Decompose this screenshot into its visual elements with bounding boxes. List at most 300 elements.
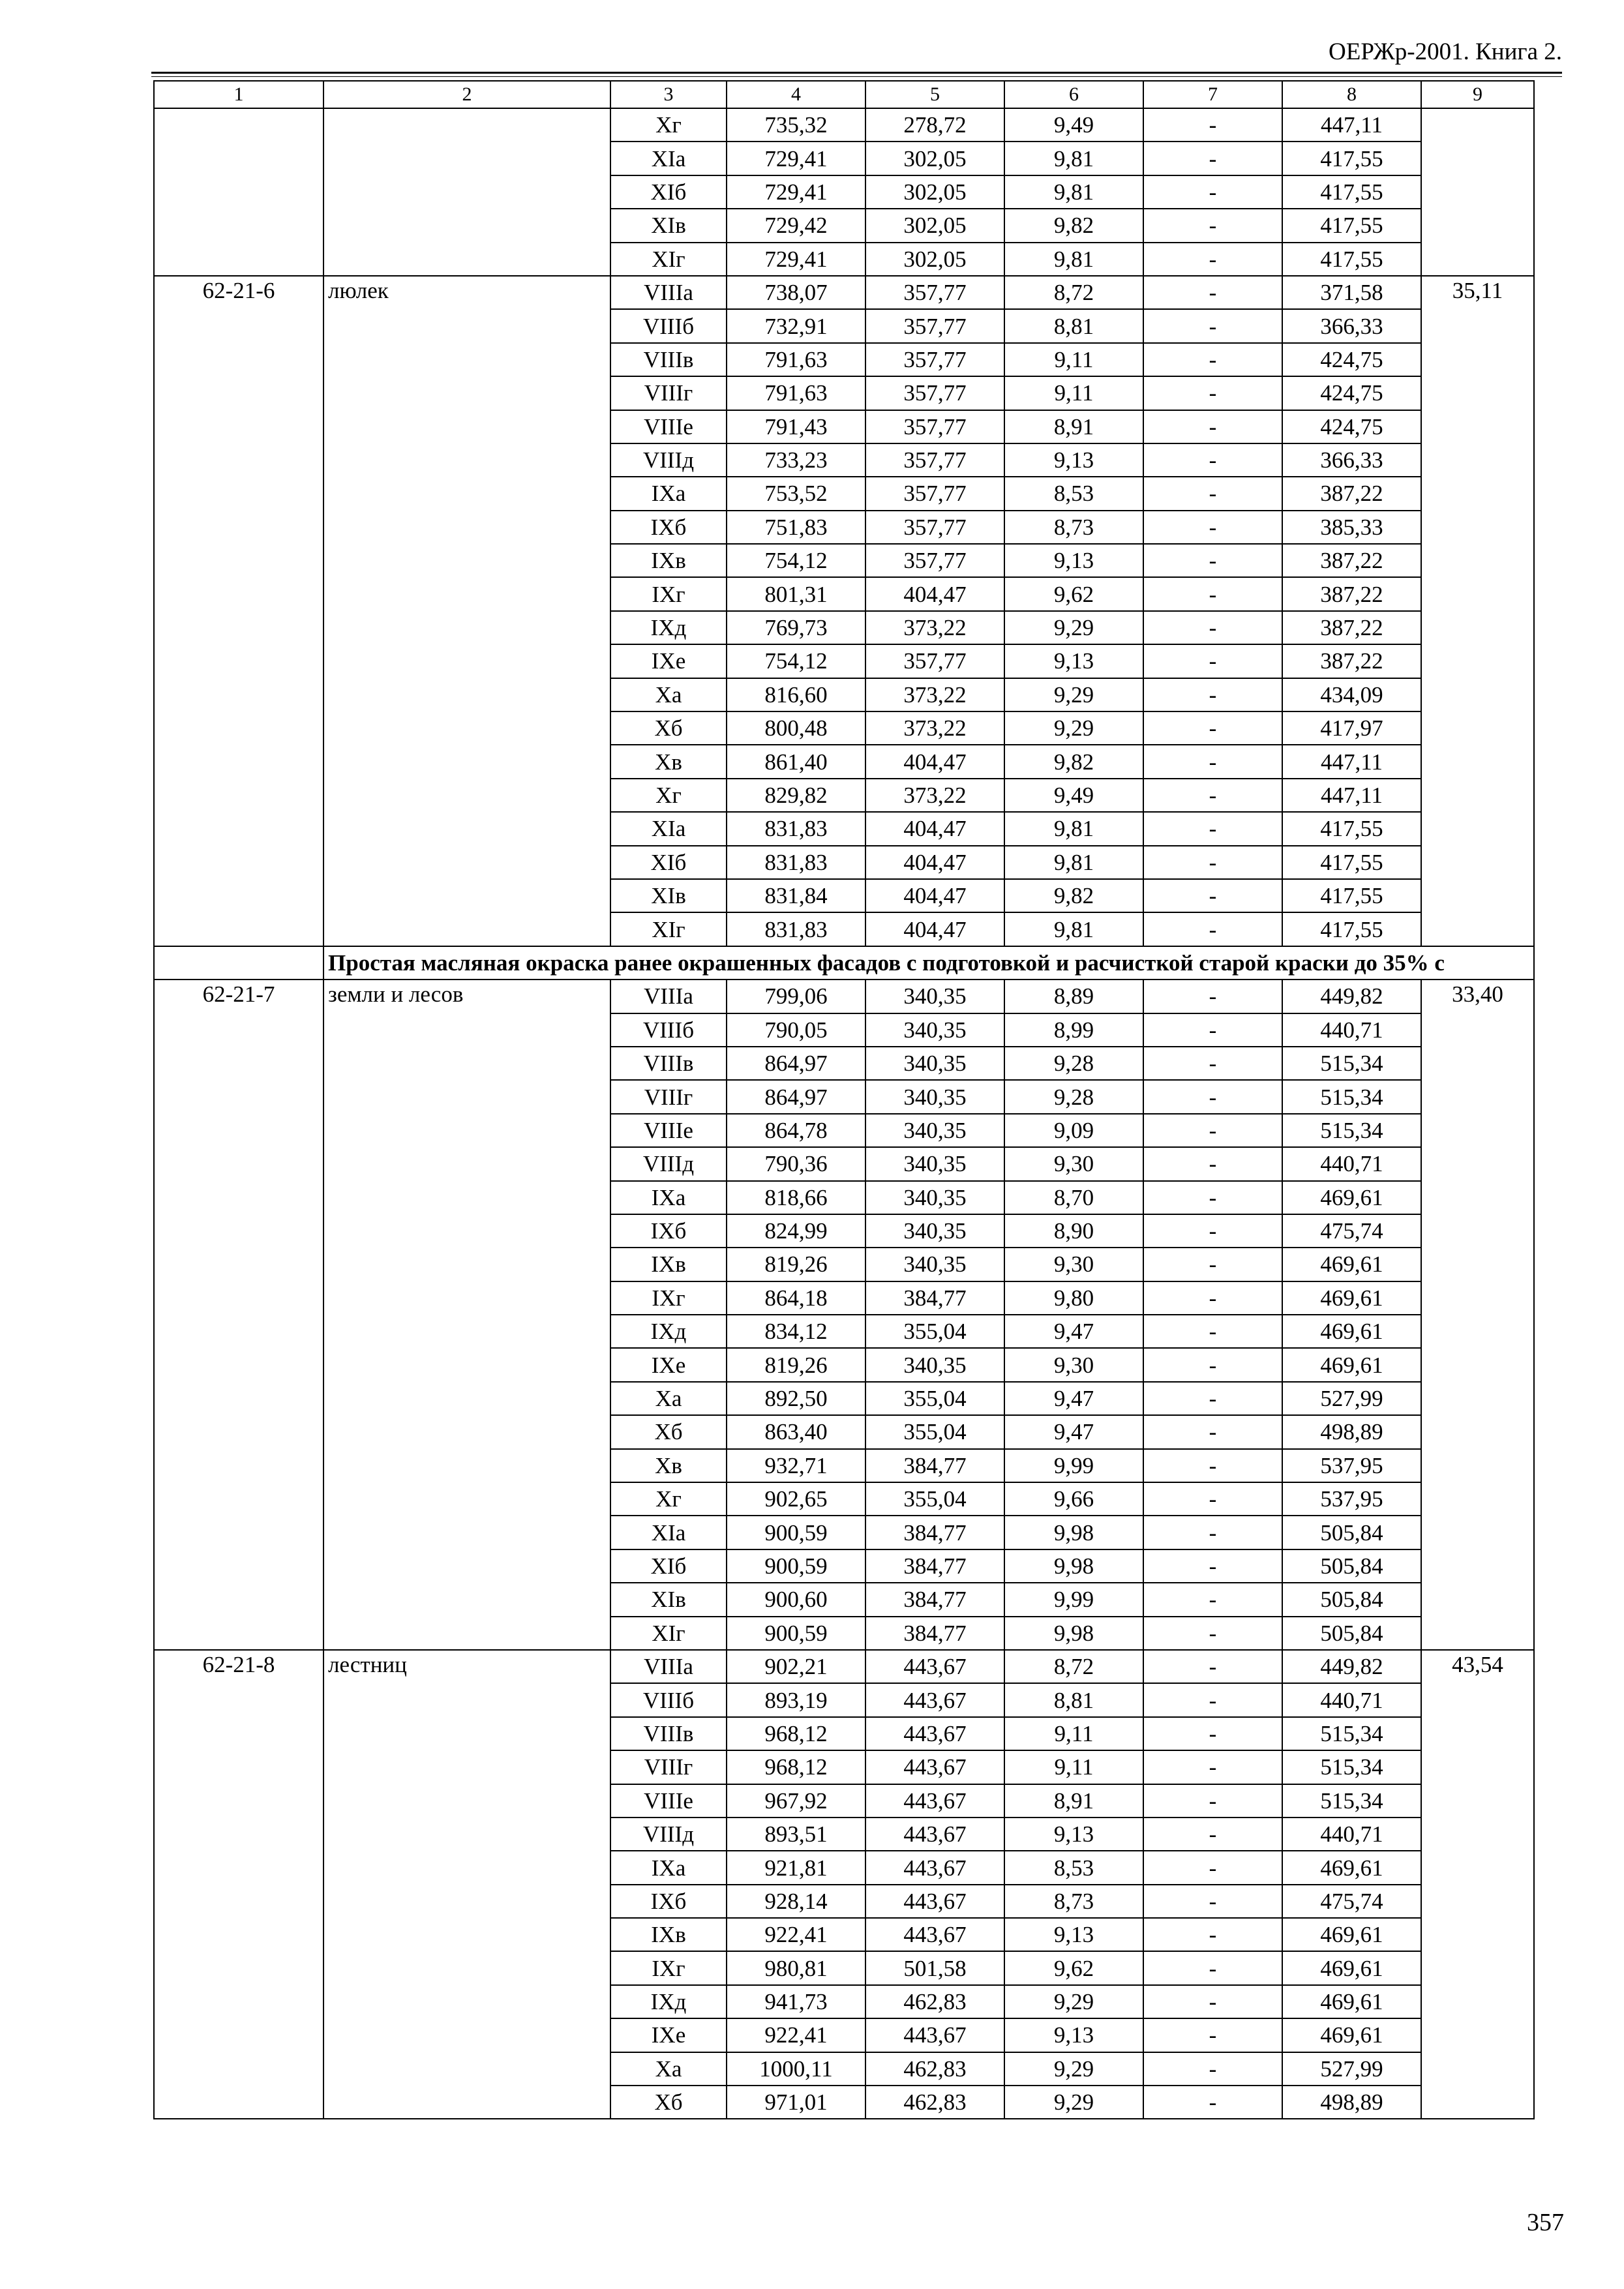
table-cell: 9,29 [1004,2086,1143,2119]
table-cell: Xг [610,779,727,812]
table-cell: 834,12 [727,1315,865,1348]
column-header: 8 [1282,81,1421,108]
table-cell: 9,98 [1004,1549,1143,1583]
table-cell: 355,04 [865,1482,1004,1516]
table-cell: 9,81 [1004,912,1143,946]
table-cell: 340,35 [865,1147,1004,1180]
table-cell: 922,41 [727,1918,865,1951]
table-cell: Xг [610,1482,727,1516]
table-cell: 8,53 [1004,1851,1143,1884]
table-cell: - [1143,577,1282,610]
table-cell: 475,74 [1282,1885,1421,1918]
table-cell: 340,35 [865,1348,1004,1381]
table-cell: VIIIг [610,376,727,410]
column-header: 9 [1421,81,1534,108]
table-cell: 729,41 [727,243,865,276]
table-cell: 9,82 [1004,879,1143,912]
table-cell: 791,63 [727,343,865,376]
table-cell: 469,61 [1282,1951,1421,1984]
table-cell: Xа [610,1382,727,1415]
table-cell: 831,84 [727,879,865,912]
table-cell: 9,13 [1004,544,1143,577]
header-rule-thick [151,72,1562,74]
table-cell: 417,55 [1282,879,1421,912]
table-cell: - [1143,1482,1282,1516]
table-cell: - [1143,2052,1282,2086]
table-cell: XIа [610,142,727,175]
table-cell: 462,83 [865,2086,1004,2119]
table-cell: 355,04 [865,1315,1004,1348]
table-cell: 515,34 [1282,1717,1421,1750]
page-header: ОЕРЖр-2001. Книга 2. [1329,38,1562,65]
table-cell: - [1143,477,1282,510]
table-cell: - [1143,1650,1282,1683]
table-row [154,108,1534,142]
table-cell: 9,99 [1004,1583,1143,1616]
table-cell: - [1143,142,1282,175]
table-cell: 515,34 [1282,1047,1421,1080]
table-cell: 9,81 [1004,846,1143,879]
table-cell: - [1143,1516,1282,1549]
table-cell: 754,12 [727,644,865,678]
table-cell: 424,75 [1282,410,1421,443]
table-cell: 864,97 [727,1080,865,1113]
table-cell: - [1143,1683,1282,1716]
table-cell: 384,77 [865,1281,1004,1315]
table-cell: 9,13 [1004,1818,1143,1851]
table-cell: 501,58 [865,1951,1004,1984]
table-cell: 9,28 [1004,1080,1143,1113]
table-cell: 790,05 [727,1013,865,1047]
table-cell: 373,22 [865,678,1004,711]
table-cell: VIIIд [610,1818,727,1851]
unit-value: 43,54 [1421,1650,1534,2119]
table-cell: 302,05 [865,142,1004,175]
table-cell: 980,81 [727,1951,865,1984]
table-cell: VIIIг [610,1080,727,1113]
table-cell: - [1143,1951,1282,1984]
table-cell: 902,65 [727,1482,865,1516]
table-cell: 8,91 [1004,1784,1143,1818]
table-cell: IXб [610,1214,727,1248]
table-cell: 893,51 [727,1818,865,1851]
table-cell: 729,42 [727,209,865,242]
table-cell: 357,77 [865,343,1004,376]
table-cell: 357,77 [865,544,1004,577]
table-cell: 861,40 [727,745,865,778]
table-cell: 387,22 [1282,644,1421,678]
table-cell: 900,59 [727,1549,865,1583]
table-cell: 900,59 [727,1617,865,1650]
table-cell: VIIIв [610,343,727,376]
table-cell: 440,71 [1282,1818,1421,1851]
table-cell: VIIIа [610,1650,727,1683]
table-cell: - [1143,912,1282,946]
table-cell: - [1143,1348,1282,1381]
table-cell: 8,81 [1004,309,1143,342]
table-cell: 941,73 [727,1985,865,2018]
table-cell: 417,55 [1282,812,1421,845]
table-cell: 9,11 [1004,1717,1143,1750]
table-cell: 864,18 [727,1281,865,1315]
table-row [154,980,1534,1013]
table-cell: IXд [610,1315,727,1348]
table-cell: 8,72 [1004,1650,1143,1683]
table-cell: - [1143,745,1282,778]
table-cell: 447,11 [1282,108,1421,142]
table-cell: 440,71 [1282,1013,1421,1047]
table-cell: 9,81 [1004,243,1143,276]
table-cell: 357,77 [865,644,1004,678]
table-cell: 9,29 [1004,2052,1143,2086]
table-cell: 9,30 [1004,1147,1143,1180]
table-cell: XIв [610,1583,727,1616]
table-cell: 864,78 [727,1114,865,1147]
table-cell: IXв [610,1248,727,1281]
table-cell: 735,32 [727,108,865,142]
table-cell: - [1143,1818,1282,1851]
table-cell: 790,36 [727,1147,865,1180]
table-row [154,1650,1534,1683]
table-cell: VIIIд [610,1147,727,1180]
table-cell: 443,67 [865,1784,1004,1818]
table-cell: Xа [610,678,727,711]
table-cell: - [1143,846,1282,879]
table-cell: 357,77 [865,477,1004,510]
table-cell: 371,58 [1282,276,1421,309]
table-cell: VIIIб [610,309,727,342]
table-cell: Xб [610,2086,727,2119]
table-cell: IXг [610,577,727,610]
table-cell: 385,33 [1282,511,1421,544]
table-cell: 404,47 [865,912,1004,946]
table-cell: 729,41 [727,142,865,175]
table-cell: - [1143,1248,1282,1281]
table-cell: 9,30 [1004,1348,1143,1381]
table-cell: 443,67 [865,1683,1004,1716]
table-cell: VIIIе [610,1114,727,1147]
table-cell: 733,23 [727,443,865,477]
table-cell: 447,11 [1282,779,1421,812]
table-cell: 9,47 [1004,1382,1143,1415]
table-cell: - [1143,711,1282,745]
work-name: люлек [323,276,610,946]
column-header: 4 [727,81,865,108]
table-cell: 1000,11 [727,2052,865,2086]
table-cell: 9,13 [1004,443,1143,477]
table-cell: 753,52 [727,477,865,510]
table-cell: 732,91 [727,309,865,342]
table-cell: 8,53 [1004,477,1143,510]
table-cell: - [1143,209,1282,242]
table-cell: - [1143,1080,1282,1113]
unit-value [1421,108,1534,276]
table-cell: 9,11 [1004,1750,1143,1784]
table-cell: - [1143,879,1282,912]
table-cell: 424,75 [1282,376,1421,410]
column-number-row [154,81,1534,108]
column-header: 7 [1143,81,1282,108]
table-cell: - [1143,678,1282,711]
table-cell: 968,12 [727,1750,865,1784]
table-cell: 505,84 [1282,1516,1421,1549]
table-cell: 340,35 [865,980,1004,1013]
table-cell: IXд [610,611,727,644]
table-cell: 9,47 [1004,1315,1143,1348]
table-cell: 302,05 [865,243,1004,276]
table-cell: VIIIд [610,443,727,477]
table-cell: Xб [610,1415,727,1448]
table-cell: 893,19 [727,1683,865,1716]
table-cell: - [1143,343,1282,376]
table-cell: IXд [610,1985,727,2018]
table-cell: 829,82 [727,779,865,812]
table-cell: 9,29 [1004,678,1143,711]
table-cell: 340,35 [865,1013,1004,1047]
table-cell: 921,81 [727,1851,865,1884]
table-cell: 387,22 [1282,477,1421,510]
table-cell: 800,48 [727,711,865,745]
table-cell: 404,47 [865,745,1004,778]
column-header: 2 [323,81,610,108]
table-cell: 443,67 [865,1918,1004,1951]
rate-code [154,108,323,276]
table-cell: 9,13 [1004,644,1143,678]
table-cell: - [1143,1449,1282,1482]
table-cell: 8,91 [1004,410,1143,443]
table-cell: - [1143,1583,1282,1616]
table-cell: Xб [610,711,727,745]
table-cell: 469,61 [1282,1348,1421,1381]
table-cell: 9,81 [1004,175,1143,209]
table-cell: 831,83 [727,812,865,845]
table-cell: 469,61 [1282,1851,1421,1884]
table-cell: 799,06 [727,980,865,1013]
table-cell: 366,33 [1282,443,1421,477]
table-cell: 9,49 [1004,108,1143,142]
table-cell: 355,04 [865,1382,1004,1415]
table-cell: - [1143,511,1282,544]
table-cell: IXв [610,1918,727,1951]
table-cell: 373,22 [865,611,1004,644]
table-cell: 968,12 [727,1717,865,1750]
table-cell: 424,75 [1282,343,1421,376]
table-cell: 831,83 [727,912,865,946]
table-cell: IXг [610,1951,727,1984]
table-cell: 9,13 [1004,1918,1143,1951]
table-cell: 384,77 [865,1449,1004,1482]
table-cell: IXе [610,644,727,678]
table-cell: - [1143,1181,1282,1214]
table-cell: - [1143,2086,1282,2119]
table-cell: 505,84 [1282,1549,1421,1583]
table-cell: VIIIв [610,1717,727,1750]
table-cell: - [1143,1382,1282,1415]
table-cell: 340,35 [865,1047,1004,1080]
table-cell: 9,98 [1004,1516,1143,1549]
table-cell: 443,67 [865,1851,1004,1884]
table-cell: 404,47 [865,577,1004,610]
column-header: 5 [865,81,1004,108]
table-cell: 340,35 [865,1248,1004,1281]
table-cell: 505,84 [1282,1583,1421,1616]
table-cell: 816,60 [727,678,865,711]
table-cell: Xа [610,2052,727,2086]
table-cell: 340,35 [865,1114,1004,1147]
table-cell: XIб [610,846,727,879]
work-name: земли и лесов [323,980,610,1650]
rate-code: 62-21-8 [154,1650,323,2119]
table-cell: - [1143,309,1282,342]
table-cell: VIIIв [610,1047,727,1080]
table-cell: 9,29 [1004,711,1143,745]
table-cell: 9,82 [1004,745,1143,778]
table-cell: - [1143,410,1282,443]
table-cell: XIб [610,175,727,209]
column-header: 1 [154,81,323,108]
table-cell: 971,01 [727,2086,865,2119]
table-cell: 417,55 [1282,209,1421,242]
table-cell: 475,74 [1282,1214,1421,1248]
table-cell: 443,67 [865,2018,1004,2052]
table-cell: 469,61 [1282,2018,1421,2052]
table-cell: 443,67 [865,1885,1004,1918]
table-cell: 417,55 [1282,846,1421,879]
table-cell: 366,33 [1282,309,1421,342]
table-cell: - [1143,108,1282,142]
table-cell: 387,22 [1282,544,1421,577]
unit-value: 35,11 [1421,276,1534,946]
section-title-row [154,946,1534,980]
table-cell: 357,77 [865,276,1004,309]
table-cell: 387,22 [1282,577,1421,610]
table-cell: - [1143,812,1282,845]
table-cell: 515,34 [1282,1114,1421,1147]
table-cell: VIIIб [610,1683,727,1716]
table-cell: 515,34 [1282,1784,1421,1818]
table-cell: 447,11 [1282,745,1421,778]
table-cell: 357,77 [865,443,1004,477]
table-cell: 864,97 [727,1047,865,1080]
table-cell: 9,62 [1004,577,1143,610]
table-cell: - [1143,1617,1282,1650]
table-body [154,108,1534,2119]
table-cell: IXа [610,1181,727,1214]
table-cell: IXб [610,1885,727,1918]
table-cell: 9,80 [1004,1281,1143,1315]
table-cell: - [1143,1851,1282,1884]
table-cell: IXе [610,1348,727,1381]
table-cell: 357,77 [865,410,1004,443]
table-cell: 729,41 [727,175,865,209]
table-cell: 967,92 [727,1784,865,1818]
table-cell: 527,99 [1282,2052,1421,2086]
table-row [154,276,1534,309]
table-cell: 824,99 [727,1214,865,1248]
table-cell: - [1143,1147,1282,1180]
table-cell: 384,77 [865,1549,1004,1583]
table-cell: 900,59 [727,1516,865,1549]
table-cell: 417,55 [1282,243,1421,276]
table-cell: 537,95 [1282,1482,1421,1516]
table-cell: XIг [610,1617,727,1650]
table-cell: - [1143,644,1282,678]
table-cell: - [1143,779,1282,812]
table-cell: - [1143,980,1282,1013]
table-cell: XIв [610,209,727,242]
rate-code: 62-21-6 [154,276,323,946]
table-cell: Xв [610,745,727,778]
table-cell: 357,77 [865,511,1004,544]
table-cell: 443,67 [865,1818,1004,1851]
table-cell: 9,11 [1004,376,1143,410]
table-cell: 302,05 [865,209,1004,242]
table-cell: 537,95 [1282,1449,1421,1482]
table-cell: 8,73 [1004,1885,1143,1918]
table-cell: IXв [610,544,727,577]
table-cell: - [1143,1985,1282,2018]
table-cell: 373,22 [865,711,1004,745]
table-cell: 417,97 [1282,711,1421,745]
table-cell: 922,41 [727,2018,865,2052]
table-cell: 9,29 [1004,611,1143,644]
table-cell: 932,71 [727,1449,865,1482]
table-cell: - [1143,1047,1282,1080]
table-cell: 498,89 [1282,2086,1421,2119]
table-cell: 443,67 [865,1750,1004,1784]
table-cell: 9,98 [1004,1617,1143,1650]
table-cell: - [1143,376,1282,410]
table-cell: - [1143,1717,1282,1750]
table-cell: IXг [610,1281,727,1315]
table-cell: 769,73 [727,611,865,644]
table-cell: - [1143,611,1282,644]
table-cell: 8,73 [1004,511,1143,544]
table-cell: 9,82 [1004,209,1143,242]
price-table [153,80,1535,2119]
table-cell: 417,55 [1282,912,1421,946]
table-cell: 9,28 [1004,1047,1143,1080]
header-rule-thin [151,76,1562,77]
table-cell: 498,89 [1282,1415,1421,1448]
table-cell: 928,14 [727,1885,865,1918]
table-cell: - [1143,443,1282,477]
table-cell: 9,30 [1004,1248,1143,1281]
table-cell: 831,83 [727,846,865,879]
table-cell: 8,90 [1004,1214,1143,1248]
table-cell: 357,77 [865,376,1004,410]
table-cell: XIб [610,1549,727,1583]
table-cell: - [1143,276,1282,309]
table-cell: 819,26 [727,1348,865,1381]
table-cell: 469,61 [1282,1315,1421,1348]
column-header: 6 [1004,81,1143,108]
table-cell: 791,63 [727,376,865,410]
table-cell: 340,35 [865,1080,1004,1113]
table-cell: 302,05 [865,175,1004,209]
table-cell: 801,31 [727,577,865,610]
table-cell: 791,43 [727,410,865,443]
table-cell: 357,77 [865,309,1004,342]
table-cell: 417,55 [1282,175,1421,209]
rate-code: 62-21-7 [154,980,323,1650]
table-cell: 384,77 [865,1617,1004,1650]
table-cell: 9,13 [1004,2018,1143,2052]
table-cell: - [1143,1013,1282,1047]
work-name [323,108,610,276]
table-cell: 469,61 [1282,1181,1421,1214]
table-cell: 469,61 [1282,1985,1421,2018]
